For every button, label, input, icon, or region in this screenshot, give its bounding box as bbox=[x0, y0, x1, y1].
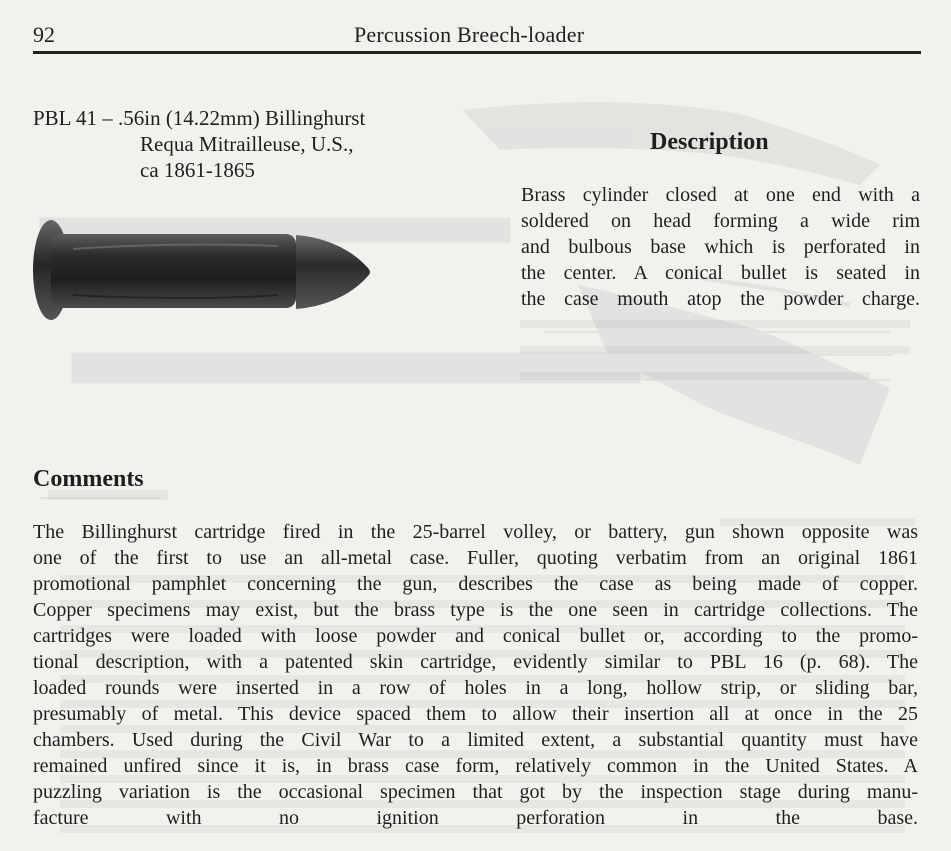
description-line-3: and bulbous base which is perforated in bbox=[521, 236, 920, 258]
comments-line-12: facture with no ignition perforation in the base. bbox=[33, 807, 918, 829]
description-line-1: Brass cylinder closed at one end with a bbox=[521, 184, 920, 206]
comments-line-9: chambers. Used during the Civil War to a limited extent, a substantial quantity must have bbox=[33, 729, 918, 751]
comments-line-5: cartridges were loaded with loose powder and conical bullet or, according to the promo- bbox=[33, 625, 918, 647]
cartridge-image bbox=[28, 215, 378, 325]
description-line-4: the center. A conical bullet is seated in bbox=[521, 262, 920, 284]
comments-line-8: presumably of metal. This device spaced them to allow their insertion all at once in the 25 bbox=[33, 703, 918, 725]
comments-line-2: one of the first to use an all-metal case. Fuller, quoting verbatim from an original 1861 bbox=[33, 547, 918, 569]
entry-title-line-1: PBL 41 – .56in (14.22mm) Billinghurst bbox=[33, 106, 366, 130]
description-heading: Description bbox=[650, 129, 769, 155]
comments-heading: Comments bbox=[33, 466, 144, 492]
cartridge-shape bbox=[33, 220, 370, 320]
description-body bbox=[521, 182, 920, 312]
comments-line-3: promotional pamphlet concerning the gun, describes the case as being made of copper. bbox=[33, 573, 918, 595]
comments-line-10: remained unfired since it is, in brass case form, relatively common in the United States. A bbox=[33, 755, 918, 777]
comments-line-4: Copper specimens may exist, but the brass type is the one seen in cartridge collections. The bbox=[33, 599, 918, 621]
comments-line-11: puzzling variation is the occasional specimen that got by the inspection stage during manu- bbox=[33, 781, 918, 803]
entry-title-line-3: ca 1861-1865 bbox=[140, 158, 255, 182]
entry-title-line-2: Requa Mitrailleuse, U.S., bbox=[140, 132, 354, 156]
comments-line-1: The Billinghurst cartridge fired in the 25-barrel volley, or battery, gun shown opposite was bbox=[33, 521, 918, 543]
description-line-5: the case mouth atop the powder charge. bbox=[521, 288, 920, 310]
comments-body bbox=[33, 519, 918, 831]
page-number: 92 bbox=[33, 22, 55, 47]
comments-line-7: loaded rounds were inserted in a row of holes in a long, hollow strip, or sliding bar, bbox=[33, 677, 918, 699]
description-line-2: soldered on head forming a wide rim bbox=[521, 210, 920, 232]
comments-line-6: tional description, with a patented skin cartridge, evidently similar to PBL 16 (p. 68). The bbox=[33, 651, 918, 673]
header-rule bbox=[33, 51, 921, 54]
running-title: Percussion Breech-loader bbox=[354, 22, 585, 47]
